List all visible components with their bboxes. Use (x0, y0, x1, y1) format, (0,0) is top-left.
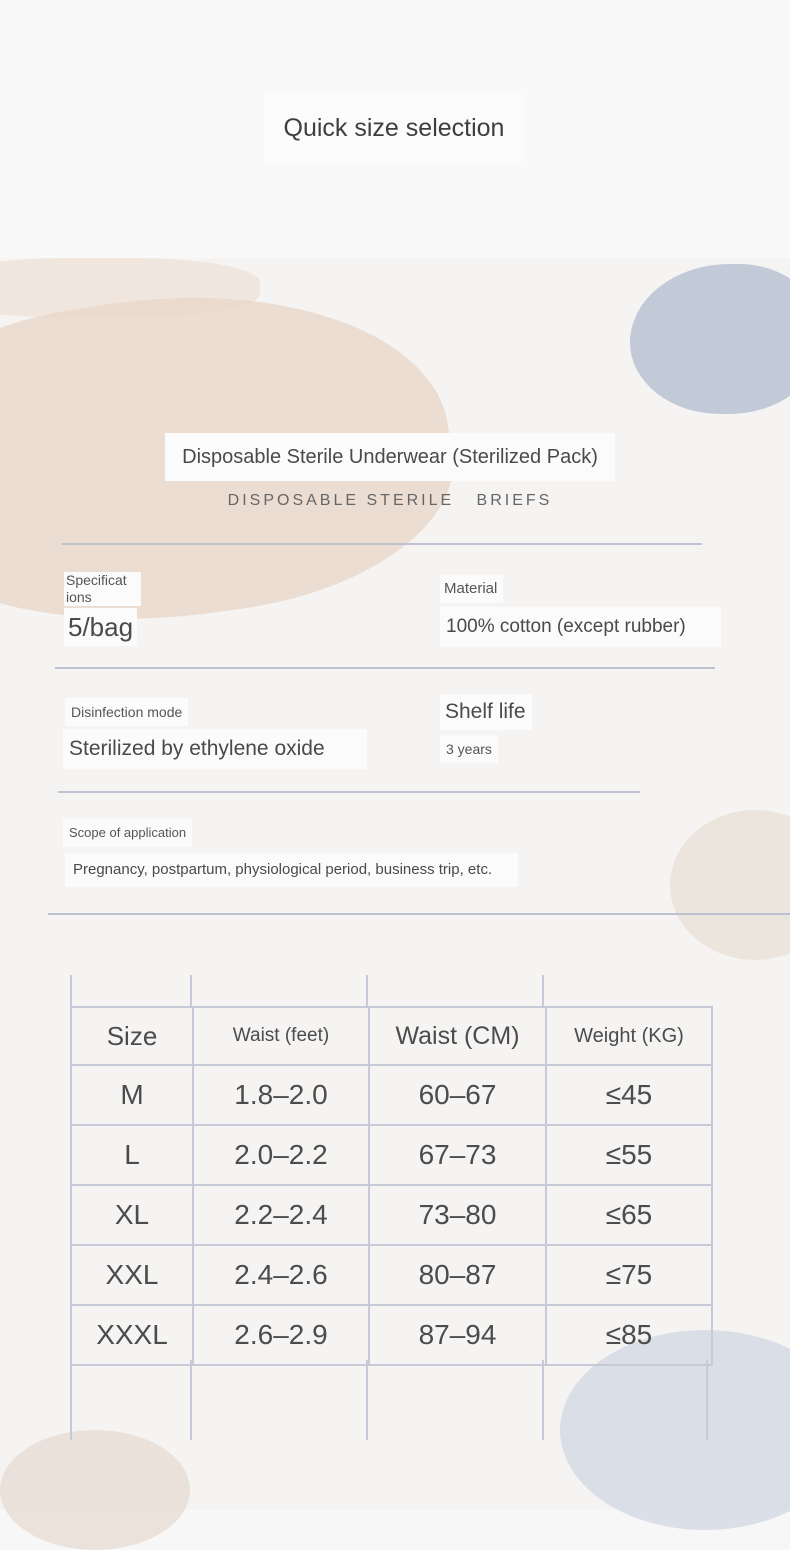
table-grid-line (542, 1360, 544, 1440)
beige-paint-blob-bottom (0, 1430, 190, 1550)
cell-size: XL (71, 1185, 193, 1245)
spec-value-scope: Pregnancy, postpartum, physiological period, business trip, etc. (65, 853, 518, 887)
table-row (71, 1305, 712, 1365)
spec-label-shelf-life: Shelf life (440, 694, 532, 730)
table-grid-line (190, 975, 192, 1008)
table-grid-line (366, 1360, 368, 1440)
header-waist-feet: Waist (feet) (193, 1007, 369, 1065)
cell-waist-feet: 1.8–2.0 (193, 1065, 369, 1125)
cell-waist-feet: 2.4–2.6 (193, 1245, 369, 1305)
table-grid-line (70, 975, 72, 1008)
cell-size: M (71, 1065, 193, 1125)
spec-value-specifications: 5/bag (64, 608, 137, 646)
product-title: Disposable Sterile Underwear (Sterilized Pack) (165, 433, 615, 481)
cell-waist-cm: 60–67 (369, 1065, 546, 1125)
table-row (71, 1185, 712, 1245)
header-weight-kg: Weight (KG) (546, 1007, 712, 1065)
table-grid-line (70, 1360, 72, 1440)
spec-value-material: 100% cotton (except rubber) (440, 607, 721, 647)
page-title: Quick size selection (265, 92, 523, 164)
spec-label-material: Material (440, 575, 503, 603)
spec-label-scope: Scope of application (63, 819, 192, 847)
divider (58, 791, 640, 793)
size-chart-table (70, 1006, 713, 1366)
header-waist-cm: Waist (CM) (369, 1007, 546, 1065)
header-size: Size (71, 1007, 193, 1065)
cell-waist-feet: 2.2–2.4 (193, 1185, 369, 1245)
spec-value-disinfection: Sterilized by ethylene oxide (63, 729, 367, 769)
cell-waist-cm: 67–73 (369, 1125, 546, 1185)
cell-size: XXXL (71, 1305, 193, 1365)
table-grid-line (366, 975, 368, 1008)
spec-value-shelf-life: 3 years (440, 735, 498, 763)
cell-weight: ≤65 (546, 1185, 712, 1245)
cell-weight: ≤45 (546, 1065, 712, 1125)
cell-waist-cm: 80–87 (369, 1245, 546, 1305)
table-grid-line (706, 1360, 708, 1440)
cell-weight: ≤85 (546, 1305, 712, 1365)
divider (62, 543, 702, 545)
spec-label-specifications: Specificat ions (64, 572, 141, 606)
cell-weight: ≤75 (546, 1245, 712, 1305)
cell-size: L (71, 1125, 193, 1185)
table-row (71, 1065, 712, 1125)
table-row (71, 1125, 712, 1185)
cell-waist-cm: 87–94 (369, 1305, 546, 1365)
cell-waist-cm: 73–80 (369, 1185, 546, 1245)
divider (55, 667, 715, 669)
divider (48, 913, 790, 915)
cell-weight: ≤55 (546, 1125, 712, 1185)
spec-label-disinfection: Disinfection mode (65, 698, 188, 726)
table-grid-line (542, 975, 544, 1008)
cell-waist-feet: 2.6–2.9 (193, 1305, 369, 1365)
cell-waist-feet: 2.0–2.2 (193, 1125, 369, 1185)
table-grid-line (190, 1360, 192, 1440)
product-subtitle: DISPOSABLE STERILE BRIEFS (227, 492, 553, 509)
table-header-row (71, 1007, 712, 1065)
table-row (71, 1245, 712, 1305)
cell-size: XXL (71, 1245, 193, 1305)
